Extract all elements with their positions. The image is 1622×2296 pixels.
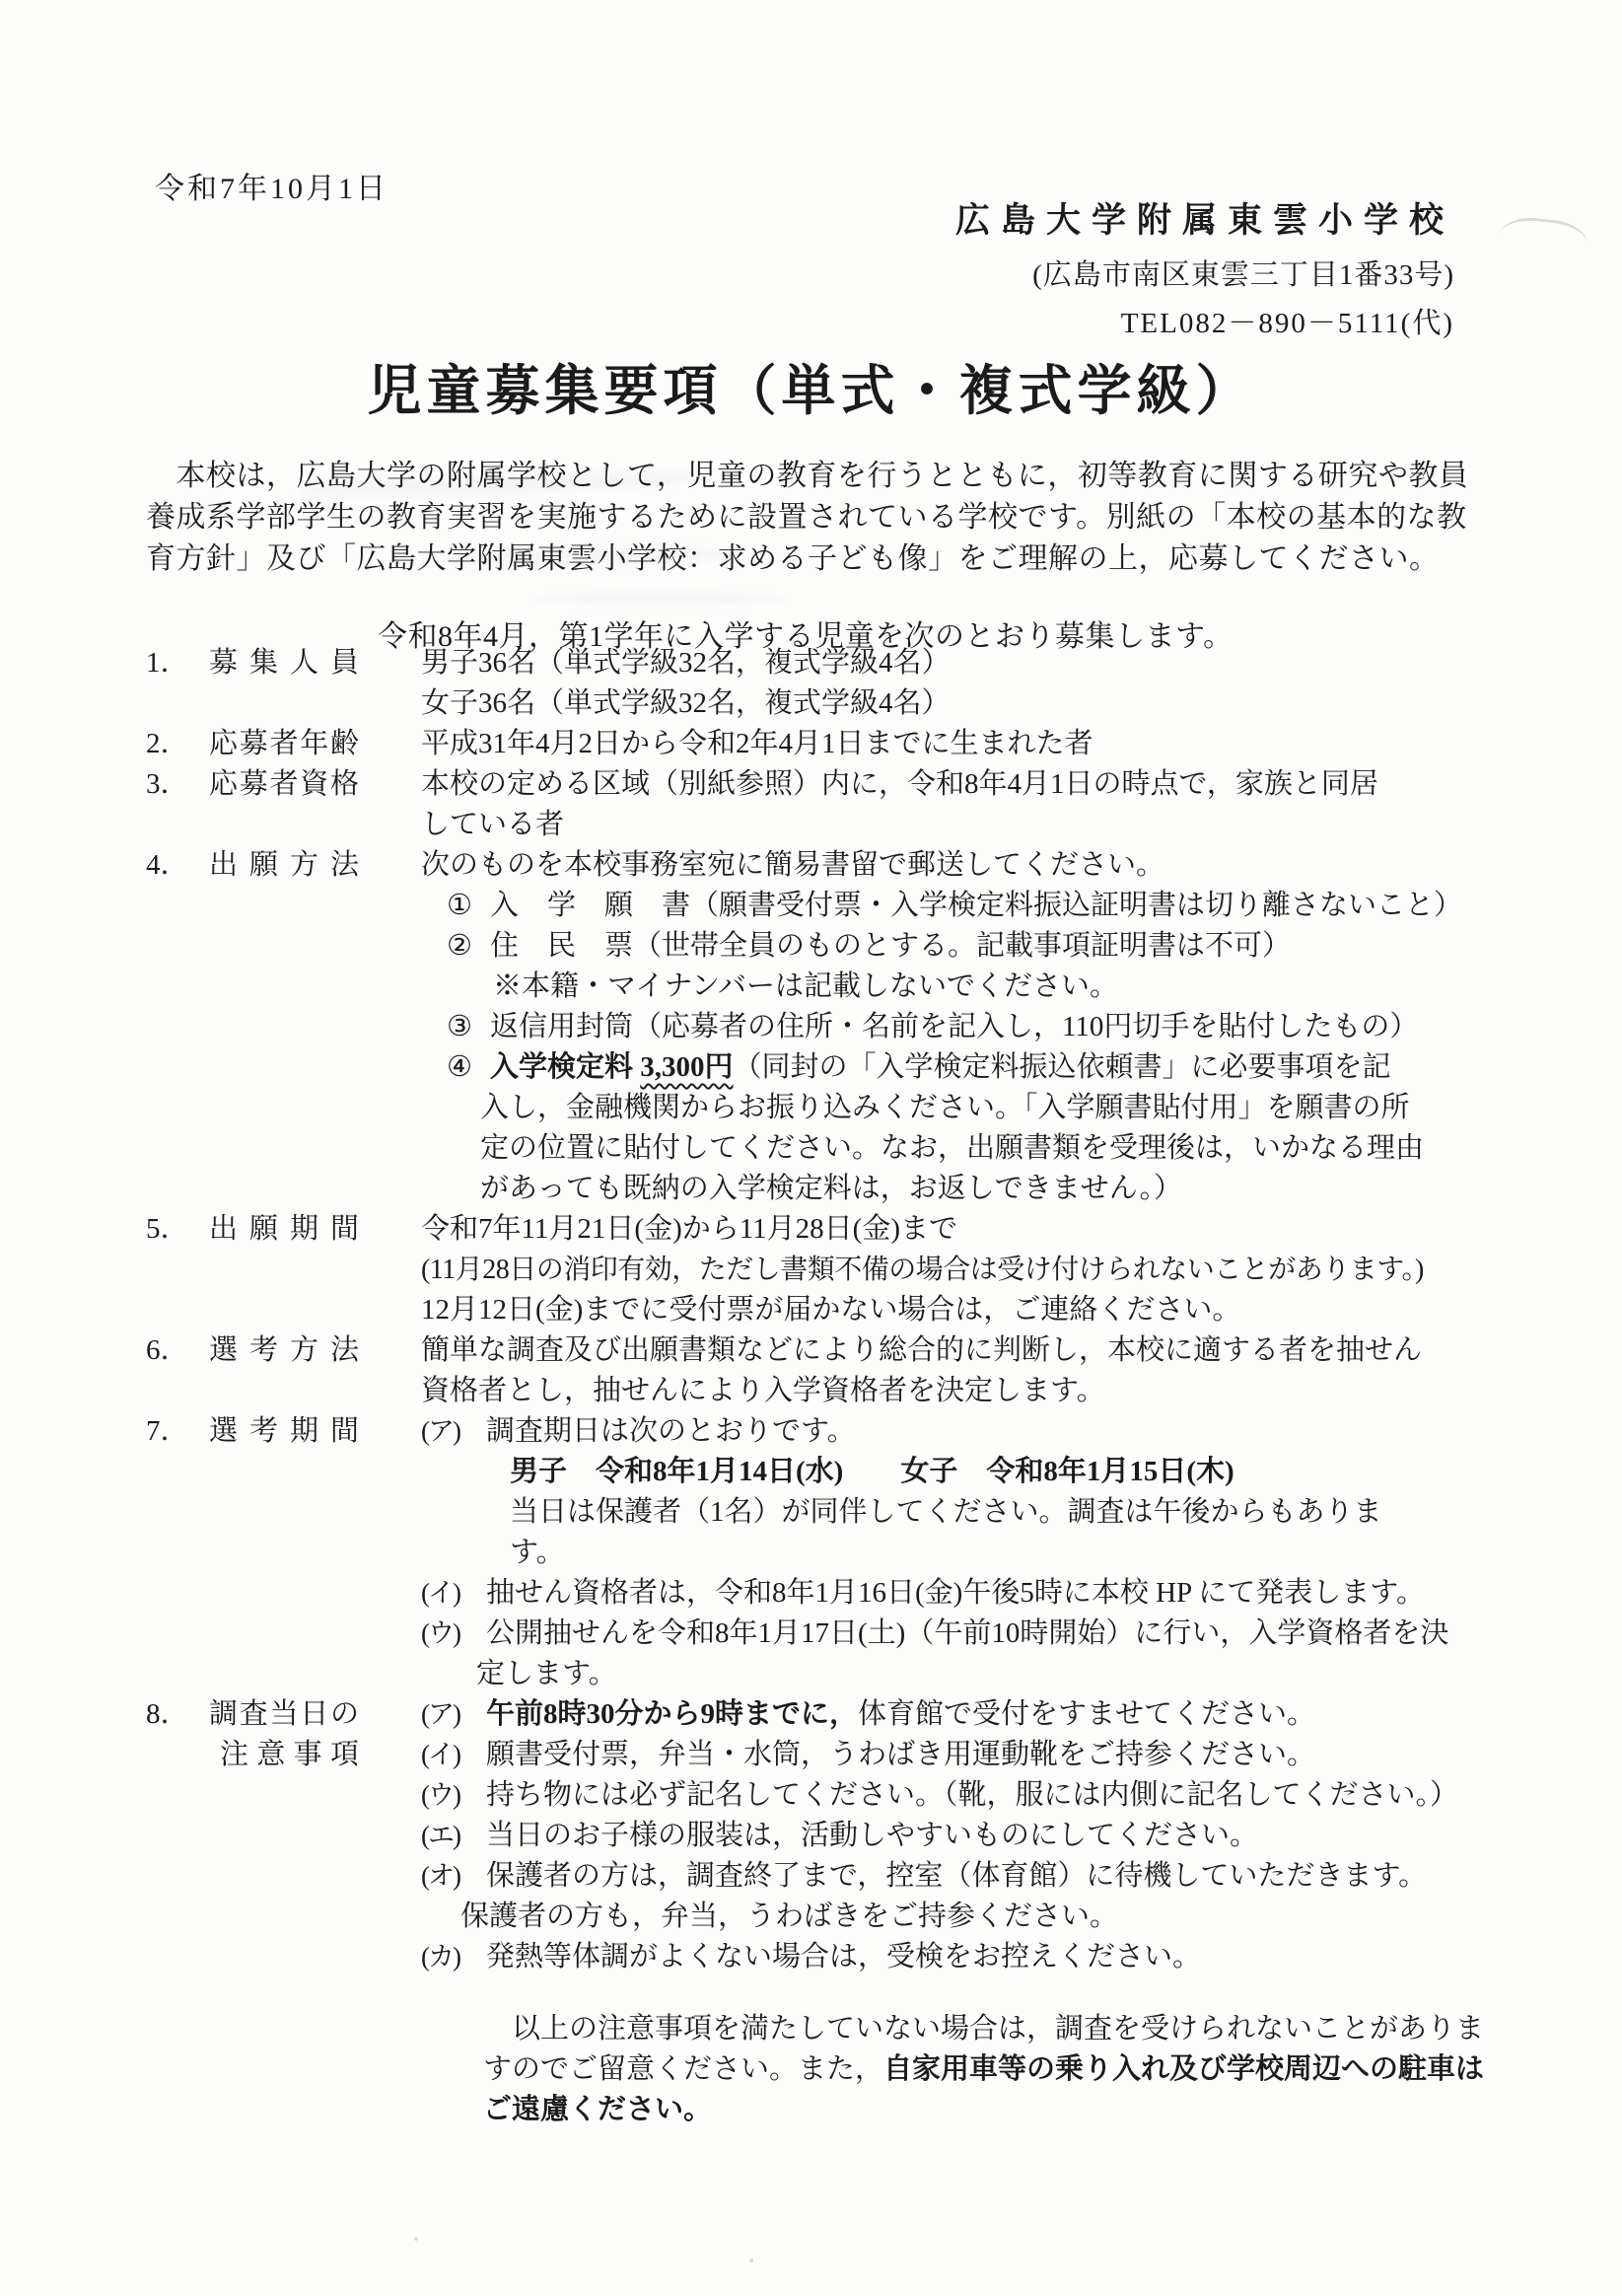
school-name: 広島大学附属東雲小学校 <box>954 201 1454 240</box>
section-content <box>359 643 1586 724</box>
item-continuation: 入し，金融機関からお振り込みください。「入学願書貼付用」を願書の所 <box>480 1092 1410 1123</box>
note-item-a <box>421 1694 1586 1735</box>
scan-speck <box>414 2237 418 2241</box>
intro-line: 養成系学部学生の教育実習を実施するために設置されている学校です。別紙の「本校の基本的な教 <box>146 501 1467 534</box>
fee-amount: 3,300円 <box>640 1051 734 1083</box>
school-header-block <box>955 193 1454 341</box>
kana-marker-o: (オ) <box>421 1861 459 1891</box>
section-2-applicant-age <box>146 724 1586 764</box>
item-text: 当日のお子様の服装は，活動しやすいものにしてください。 <box>486 1820 1259 1851</box>
content-line: (11月28日の消印有効，ただし書類不備の場合は受け付けられないことがあります。) <box>421 1255 1424 1285</box>
section-1-recruit-numbers <box>146 643 1586 724</box>
section-3-applicant-eligibility <box>146 764 1586 845</box>
item-text: 返信用封筒（応募者の住所・名前を記入し，110円切手を貼付したもの） <box>490 1011 1419 1042</box>
content-line: 令和7年11月21日(金)から11月28日(金)まで <box>421 1213 957 1245</box>
section-label: 応募者年齢 <box>209 728 359 759</box>
content-line: 資格者とし，抽せんにより入学資格者を決定します。 <box>421 1375 1105 1406</box>
kana-marker-i: (イ) <box>421 1740 459 1769</box>
item-text: 入 学 願 書（願書受付票・入学検定料振込証明書は切り離さないこと） <box>490 890 1463 921</box>
section-5-application-period <box>146 1209 1586 1330</box>
selection-item-a <box>421 1411 1586 1452</box>
closing-text: すのでご留意ください。また， <box>483 2053 884 2085</box>
requirements-list <box>146 643 1586 2130</box>
section-8-survey-day-notes <box>146 1694 1586 1977</box>
item-text: 保護者の方は，調査終了まで，控室（体育館）に待機していただきます。 <box>486 1860 1428 1892</box>
item-text: 持ち物には必ず記名してください。（靴，服には内側に記名してください。） <box>486 1779 1459 1811</box>
scan-artifact-curve <box>1497 214 1589 265</box>
item-text: 体育館で受付をすませてください。 <box>858 1698 1316 1730</box>
section-label: 出願方法 <box>209 849 359 881</box>
item-text: 抽せん資格者は，令和8年1月16日(金)午後5時に本校 HP にて発表します。 <box>486 1577 1425 1609</box>
school-telephone: TEL082－890－5111(代) <box>1120 308 1454 339</box>
document-date: 令和7年10月1日 <box>155 173 388 205</box>
closing-line-bold: ご遠慮ください。 <box>483 2094 713 2125</box>
section-content <box>359 1411 1586 1694</box>
content-line: 平成31年4月2日から令和2年4月1日までに生まれた者 <box>421 728 1093 759</box>
section-number: 2． <box>146 728 189 759</box>
item-text: 公開抽せんを令和8年1月17日(土)（午前10時開始）に行い，入学資格者を決 <box>486 1617 1449 1649</box>
selection-item-c <box>421 1614 1586 1654</box>
content-line: 本校の定める区域（別紙参照）内に，令和8年4月1日の時点で，家族と同居 <box>421 768 1378 800</box>
item-continuation: 保護者の方も，弁当，うわばきをご持参ください。 <box>460 1901 1119 1932</box>
kana-marker-u: (ウ) <box>421 1780 459 1810</box>
item-text: 調査期日は次のとおりです。 <box>486 1415 856 1447</box>
kana-marker-u: (ウ) <box>421 1618 459 1648</box>
application-note: ※本籍・マイナンバーは記載しないでください。 <box>493 970 1118 1002</box>
section-label: 選考期間 <box>209 1415 359 1447</box>
content-line: 次のものを本校事務室宛に簡易書留で郵送してください。 <box>421 849 1165 881</box>
application-item-2 <box>421 926 1586 967</box>
closing-paragraph <box>421 2009 1586 2130</box>
content-line: 男子36名（単式学級32名，複式学級4名） <box>421 647 951 679</box>
closing-text-bold: 自家用車等の乗り入れ及び学校周辺への駐車は <box>883 2053 1485 2085</box>
note-item-b <box>421 1735 1586 1775</box>
section-number: 8． <box>146 1698 189 1730</box>
item-continuation: があっても既納の入学検定料は，お返しできません。） <box>480 1173 1182 1204</box>
section-label-line1: 調査当日の <box>209 1698 359 1730</box>
intro-line: 育方針」及び「広島大学附属東雲小学校：求める子ども像」をご理解の上，応募してください。 <box>146 542 1440 575</box>
note-item-e <box>421 1856 1586 1897</box>
kana-marker-a: (ア) <box>421 1699 459 1729</box>
section-label: 募集人員 <box>209 647 359 679</box>
survey-dates-line: 男子 令和8年1月14日(水) 女子 令和8年1月15日(木) <box>510 1456 1234 1487</box>
selection-item-b <box>421 1573 1586 1614</box>
section-label-block <box>209 1694 359 1977</box>
application-item-4 <box>421 1047 1586 1088</box>
kana-marker-ka: (カ) <box>421 1942 459 1972</box>
note-item-f <box>421 1937 1586 1977</box>
section-content <box>359 845 1586 1209</box>
note-item-d <box>421 1816 1586 1856</box>
section-label-line2: 注意事項 <box>220 1739 359 1770</box>
item-text: 願書受付票，弁当・水筒，うわばき用運動靴をご持参ください。 <box>486 1739 1316 1770</box>
section-number: 6． <box>146 1334 189 1366</box>
closing-line: 以上の注意事項を満たしていない場合は，調査を受けられないことがありま <box>483 2013 1485 2045</box>
circled-number-3: ③ <box>447 1011 472 1042</box>
section-number: 3． <box>146 768 189 800</box>
section-6-selection-method <box>146 1330 1586 1411</box>
item-text: （同封の「入学検定料振込依頼書」に必要事項を記 <box>733 1051 1391 1083</box>
kana-marker-i: (イ) <box>421 1578 459 1608</box>
circled-number-4: ④ <box>447 1051 472 1083</box>
application-item-3 <box>421 1007 1586 1047</box>
content-line: 12月12日(金)までに受付票が届かない場合は，ご連絡ください。 <box>421 1294 1241 1326</box>
item-continuation: 当日は保護者（1名）が同伴してください。調査は午後からもありま <box>510 1496 1382 1528</box>
item-text: 住 民 票（世帯全員のものとする。記載事項証明書は不可） <box>490 930 1292 962</box>
content-line: 女子36名（単式学級32名，複式学級4名） <box>421 687 951 719</box>
closing-line <box>483 2049 1586 2090</box>
scan-smudge <box>532 592 789 606</box>
section-label: 選考方法 <box>209 1334 359 1366</box>
kana-marker-e: (エ) <box>421 1821 459 1850</box>
section-7-selection-period <box>146 1411 1586 1694</box>
item-text: 発熱等体調がよくない場合は，受検をお控えください。 <box>486 1941 1202 1973</box>
content-line: している者 <box>421 809 565 840</box>
section-4-application-method <box>146 845 1586 1209</box>
section-content <box>359 764 1586 845</box>
circled-number-1: ① <box>447 890 472 921</box>
circled-number-2: ② <box>447 930 472 962</box>
section-content <box>359 1209 1586 1330</box>
section-content <box>359 724 1586 764</box>
intro-line: 本校は，広島大学の附属学校として，児童の教育を行うとともに，初等教育に関する研究や教員 <box>146 460 1469 492</box>
section-content <box>359 1330 1586 1411</box>
section-number: 5． <box>146 1213 189 1245</box>
recruitment-announcement-line: 令和8年4月，第1学年に入学する児童を次のとおり募集します。 <box>378 620 1234 653</box>
note-item-c <box>421 1775 1586 1816</box>
intro-paragraph <box>146 456 1479 580</box>
scan-speck <box>749 2259 753 2262</box>
application-item-1 <box>421 886 1586 926</box>
section-content <box>359 1694 1586 1977</box>
section-number: 1． <box>146 647 189 679</box>
content-line: 簡単な調査及び出願書類などにより総合的に判断し，本校に適する者を抽せん <box>421 1334 1423 1366</box>
school-address: (広島市南区東雲三丁目1番33号) <box>1032 259 1454 291</box>
section-label: 出願期間 <box>209 1213 359 1245</box>
fee-label: 入学検定料 <box>490 1051 634 1083</box>
item-continuation: 定の位置に貼付してください。なお，出願書類を受理後は，いかなる理由 <box>480 1132 1425 1164</box>
item-text-bold: 午前8時30分から9時までに， <box>486 1698 859 1730</box>
section-number: 7． <box>146 1415 189 1447</box>
kana-marker-a: (ア) <box>421 1416 459 1446</box>
item-continuation: す。 <box>510 1537 565 1568</box>
section-number: 4． <box>146 849 189 881</box>
document-title: 児童募集要項（単式・複式学級） <box>367 361 1255 421</box>
item-continuation: 定します。 <box>476 1658 617 1689</box>
section-label: 応募者資格 <box>209 768 359 800</box>
